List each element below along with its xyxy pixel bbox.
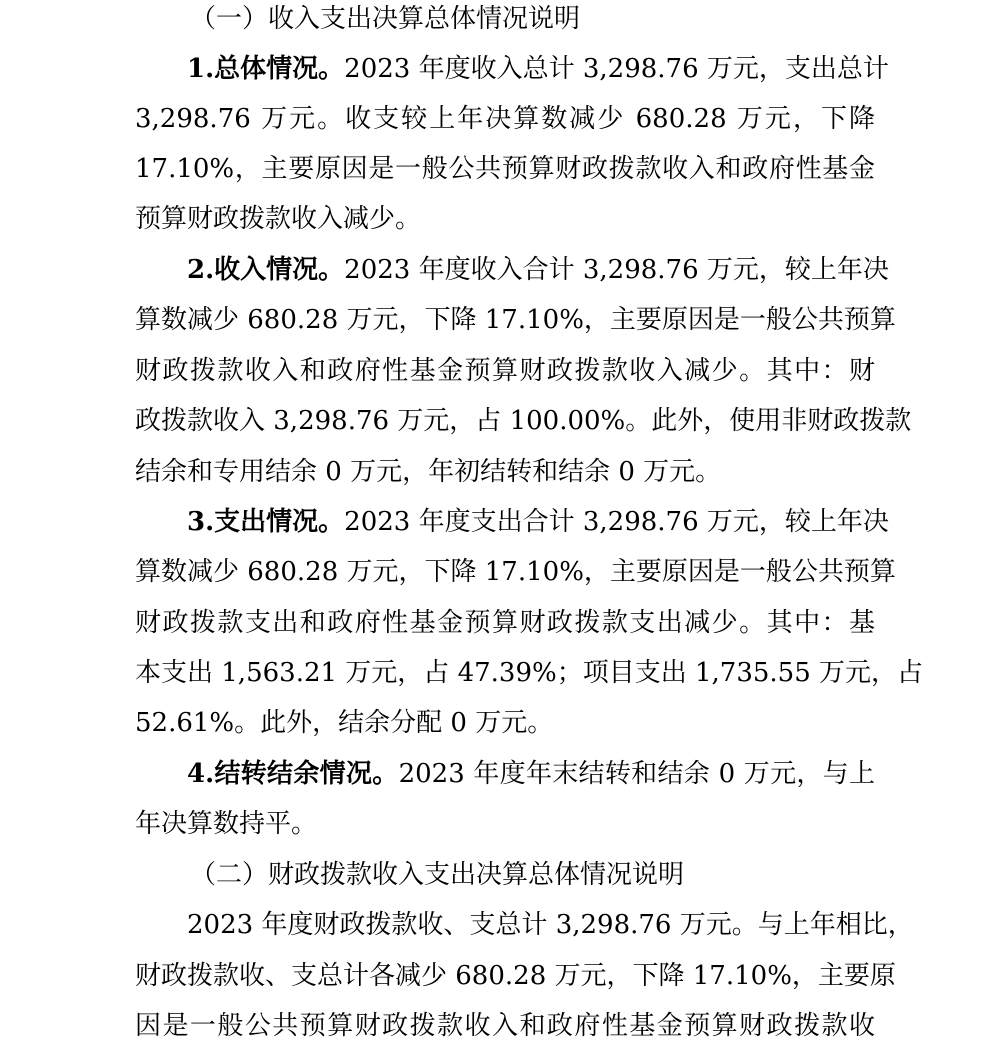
- paragraph-first-line: 2023 年度财政拨款收、支总计 3,298.76 万元。与上年相比，: [187, 910, 914, 940]
- paragraph-text: 2023 年度收入总计 3,298.76 万元，支出总计: [344, 54, 889, 84]
- paragraph-line: 年决算数持平。: [135, 809, 318, 839]
- paragraph-line: 预算财政拨款收入减少。: [135, 204, 422, 234]
- paragraph-text: 2023 年度年末结转和结余 0 万元，与上: [398, 759, 875, 789]
- section-heading: （一）收入支出决算总体情况说明: [190, 4, 581, 34]
- paragraph-line: 算数减少 680.28 万元，下降 17.10%，主要原因是一般公共预算: [135, 305, 896, 335]
- paragraph-first-line: [187, 44, 889, 94]
- paragraph-lead: 4.结转结余情况。: [187, 759, 399, 789]
- section-heading: （二）财政拨款收入支出决算总体情况说明: [190, 860, 685, 890]
- paragraph-first-line: [187, 245, 889, 295]
- paragraph-line: 财政拨款收、支总计各减少 680.28 万元，下降 17.10%，主要原: [135, 961, 896, 991]
- paragraph-line: 财政拨款支出和政府性基金预算财政拨款支出减少。其中：基: [135, 608, 875, 638]
- paragraph-first-line: [187, 497, 889, 547]
- paragraph-line: 因是一般公共预算财政拨款收入和政府性基金预算财政拨款收: [135, 1011, 875, 1041]
- paragraph-lead: 2.收入情况。: [187, 255, 345, 285]
- paragraph-line: 结余和专用结余 0 万元，年初结转和结余 0 万元。: [135, 457, 722, 487]
- paragraph-text: 2023 年度收入合计 3,298.76 万元，较上年决: [344, 255, 889, 285]
- paragraph-line: 本支出 1,563.21 万元，占 47.39%；项目支出 1,735.55 万元，占: [135, 658, 924, 688]
- paragraph-line: 3,298.76 万元。收支较上年决算数减少 680.28 万元，下降: [135, 104, 875, 134]
- paragraph-line: 政拨款收入 3,298.76 万元，占 100.00%。此外，使用非财政拨款: [135, 406, 912, 436]
- paragraph-lead: 1.总体情况。: [187, 54, 345, 84]
- paragraph-lead: 3.支出情况。: [187, 507, 345, 537]
- paragraph-text: 2023 年度支出合计 3,298.76 万元，较上年决: [344, 507, 889, 537]
- paragraph-line: 财政拨款收入和政府性基金预算财政拨款收入减少。其中：财: [135, 356, 875, 386]
- paragraph-line: 算数减少 680.28 万元，下降 17.10%，主要原因是一般公共预算: [135, 557, 896, 587]
- paragraph-line: 52.61%。此外，结余分配 0 万元。: [135, 708, 554, 738]
- paragraph-line: 17.10%，主要原因是一般公共预算财政拨款收入和政府性基金: [135, 154, 875, 184]
- paragraph-first-line: [187, 749, 875, 799]
